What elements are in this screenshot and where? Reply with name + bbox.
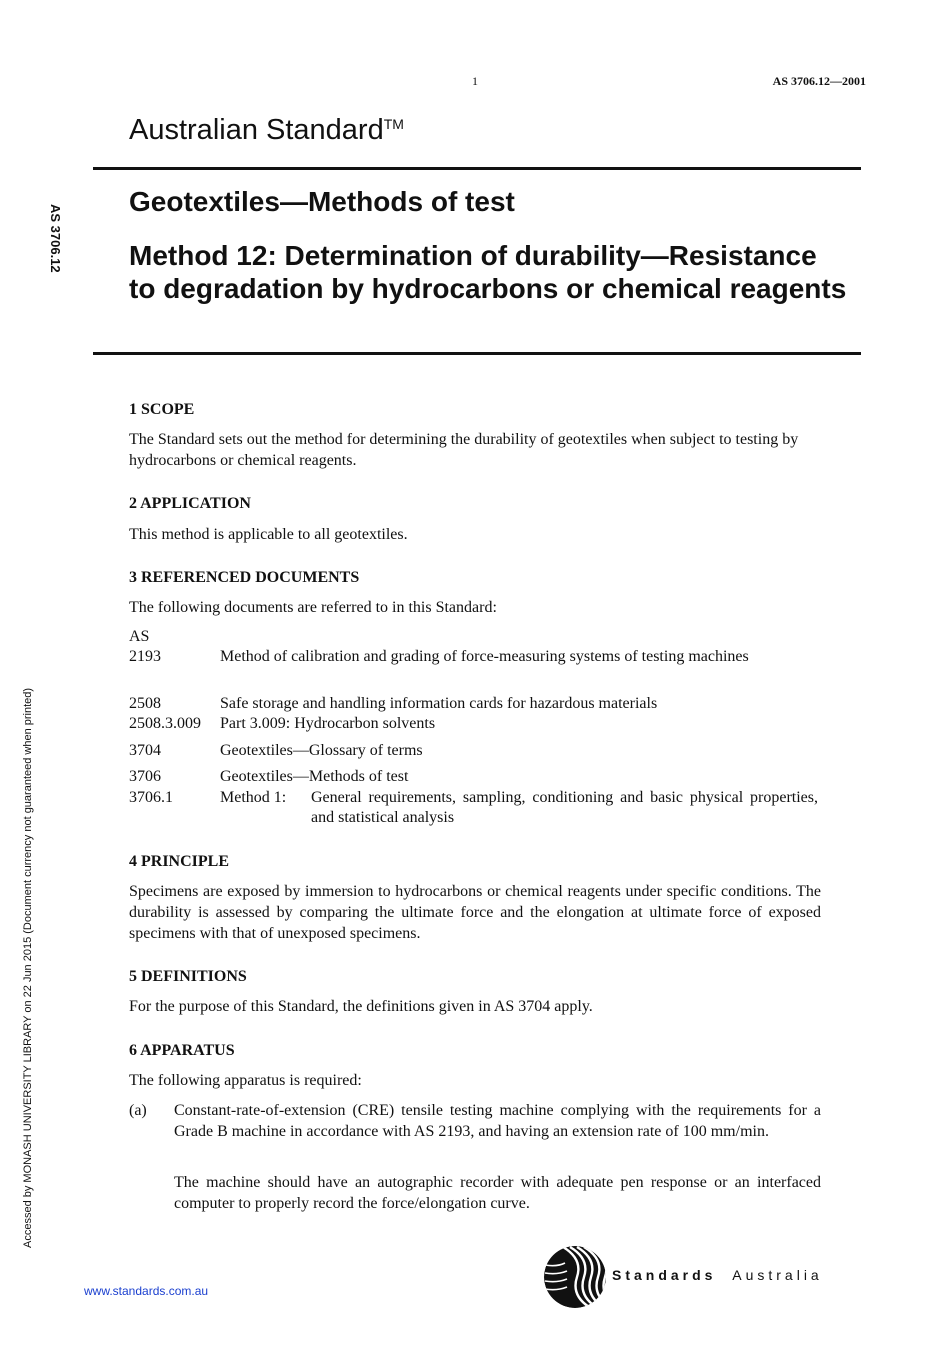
series-title: Geotextiles—Methods of test [129,186,515,217]
reference-method-label: Method 1: [220,789,287,806]
standard-code: AS 3706.12—2001 [772,74,866,88]
reference-title: Safe storage and handling information cards for hazardous materials [220,695,658,712]
section-heading-scope: 1 SCOPE [129,401,195,418]
side-standard-code: AS 3706.12 [48,204,63,273]
top-rule [93,167,861,170]
standards-australia-logo-icon [543,1245,607,1309]
reference-title: General requirements, sampling, conditioning and basic physical properties, and statistical analysis [311,789,818,826]
section-text-application: This method is applicable to all geotextiles. [129,526,408,543]
section-heading-referenced: 3 REFERENCED DOCUMENTS [129,569,360,586]
access-note: Accessed by MONASH UNIVERSITY LIBRARY on 22 Jun 2015 (Document currency not guaranteed when printed) [22,687,34,1248]
title-rule [93,352,861,355]
referenced-intro: The following documents are referred to in this Standard: [129,599,497,616]
apparatus-item-text: Constant-rate-of-extension (CRE) tensile testing machine complying with the requirements for a Grade B machine in accordance with AS 2193, and having an extension rate of 100 mm/min. [174,1102,821,1140]
reference-code: 3704 [129,742,161,759]
reference-title: Geotextiles—Glossary of terms [220,742,423,759]
section-heading-apparatus: 6 APPARATUS [129,1042,235,1059]
apparatus-item-note: The machine should have an autographic recorder with adequate pen response or an interfaced computer to properly record the force/elongation curve. [174,1174,821,1212]
reference-code: 2508.3.009 [129,715,201,732]
reference-title: Geotextiles—Methods of test [220,768,409,785]
brand-text: Australian Standard [129,114,384,146]
organisation-name [612,1267,823,1283]
section-text-definitions: For the purpose of this Standard, the definitions given in AS 3704 apply. [129,998,593,1015]
reference-code: 2508 [129,695,161,712]
organisation-name-rest: Australia [732,1267,823,1283]
apparatus-intro: The following apparatus is required: [129,1072,362,1089]
reference-code: 3706 [129,768,161,785]
reference-code: 2193 [129,648,161,665]
section-heading-definitions: 5 DEFINITIONS [129,968,247,985]
logo-graphic [543,1245,607,1309]
brand-title [129,114,404,147]
reference-prefix: AS [129,628,150,645]
website-link[interactable]: www.standards.com.au [84,1284,209,1298]
reference-title: Method of calibration and grading of force-measuring systems of testing machines [220,648,749,665]
apparatus-item-label: (a) [129,1102,147,1119]
section-heading-application: 2 APPLICATION [129,495,251,512]
trademark-mark: TM [383,116,404,132]
organisation-name-bold: Standards [612,1267,717,1283]
section-heading-principle: 4 PRINCIPLE [129,853,230,870]
reference-code: 3706.1 [129,789,173,806]
page-number: 1 [472,74,478,88]
section-text-scope: The Standard sets out the method for determining the durability of geotextiles when subject to testing by hydrocarbons or chemical reagents. [129,431,799,469]
method-title: Method 12: Determination of durability—Resistance to degradation by hydrocarbons or chemical reagents [129,240,847,304]
reference-title: Part 3.009: Hydrocarbon solvents [220,715,436,732]
section-text-principle: Specimens are exposed by immersion to hydrocarbons or chemical reagents under specific conditions. The durability is assessed by comparing the ultimate force and the elongation at ultimate force of exposed specimens with that of unexposed specimens. [129,883,821,942]
